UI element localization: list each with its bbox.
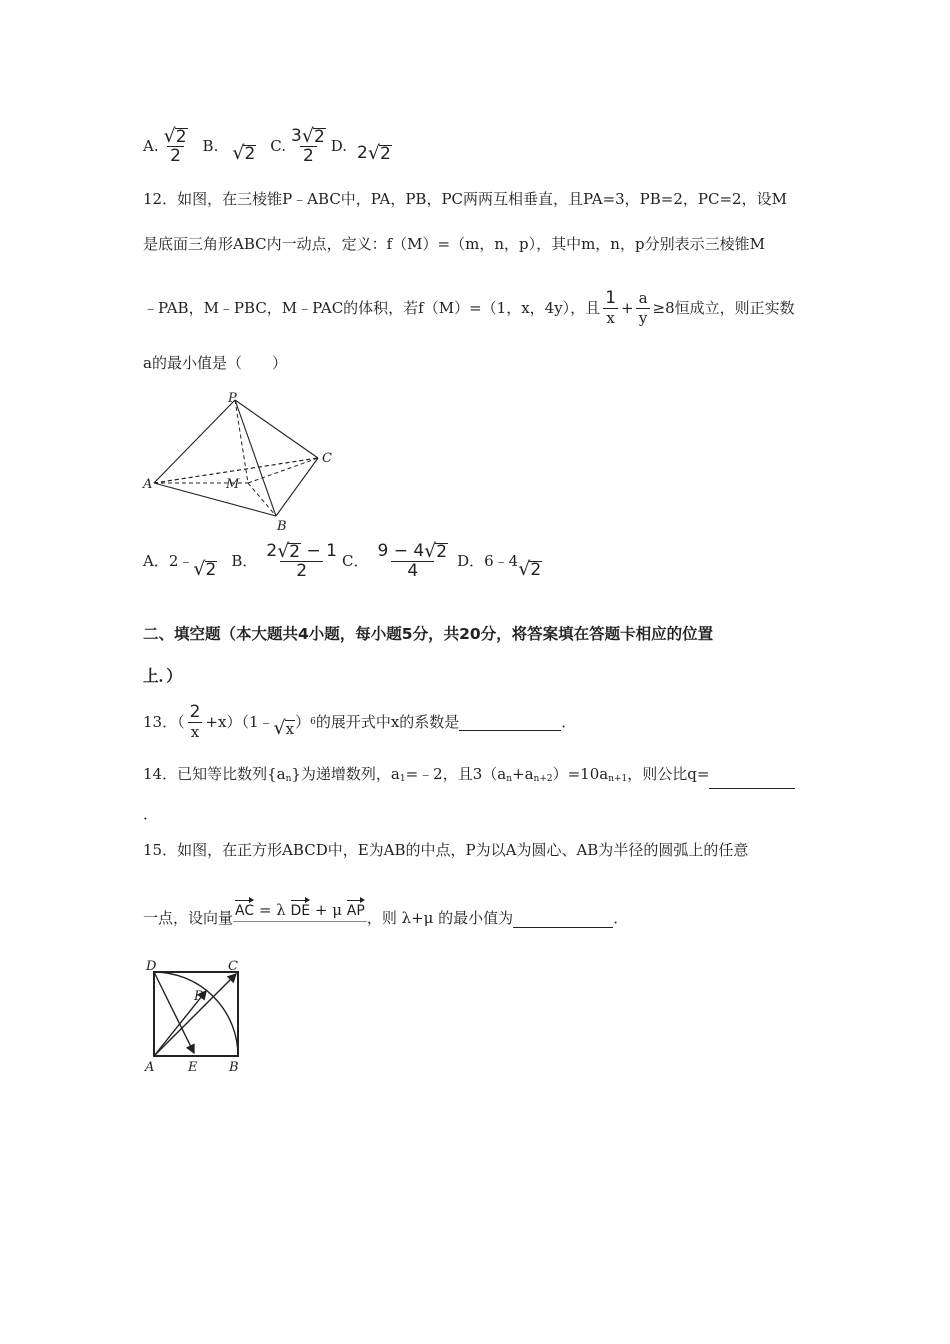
label-p: P — [228, 391, 237, 406]
q11-option-d-radical: √ 2 — [367, 142, 391, 164]
label-b: B — [229, 1060, 239, 1075]
q13-answer-blank — [459, 714, 561, 731]
label-a: A — [145, 1060, 155, 1075]
label-c: C — [322, 451, 332, 466]
q12-option-d: D．6﹣4 — [457, 552, 519, 570]
q12-option-a: A．2﹣ — [143, 552, 194, 570]
edge-mb-dashed — [248, 483, 276, 516]
vector-ac: AC — [235, 898, 254, 921]
q13-fraction-2-over-x: $\frac{2}{x}$ — [189, 701, 201, 741]
q11-option-b-label: B. — [202, 137, 219, 155]
q12-option-c-label: C． — [342, 552, 369, 570]
q12-option-d-radical: √ 2 — [518, 558, 542, 580]
q15-square-figure — [140, 958, 250, 1078]
q14-line-end: ． — [143, 805, 159, 823]
edge-ab — [154, 483, 276, 516]
q11-a-radicand: 2 — [175, 127, 187, 147]
edge-pa — [154, 400, 235, 483]
edge-mc-dashed — [248, 458, 318, 483]
q12-fraction-a-over-y: $\frac{a}{y}$ — [636, 289, 651, 328]
q11-a-denominator: 2 — [167, 146, 184, 166]
label-d: D — [146, 959, 157, 974]
q12-line-2: 是底面三角形ABC内一动点，定义：f（M）=（m，n，p），其中m，n，p分别表示三棱锥M — [143, 235, 765, 253]
q13-line: 13．（ $\frac{2}{x}$ +x）（1﹣ √ x ） 6 的展开式中x的系数是 ． — [143, 701, 577, 741]
label-b: B — [277, 519, 287, 533]
q11-option-c-label: C. — [270, 137, 286, 155]
edge-pc — [235, 400, 318, 458]
q12-line-4: a的最小值是（ ） — [143, 354, 287, 372]
q13-exponent: 6 — [310, 717, 316, 727]
label-m: M — [226, 477, 240, 492]
q14-answer-blank — [709, 772, 795, 789]
q15-answer-blank — [513, 911, 613, 928]
q11-option-d-coef: 2 — [357, 143, 368, 163]
q14-line: 14．已知等比数列$\{a_n\}$为递增数列，$a_1=﹣2$，且$3(a_n+a_{n+2})=10a_{n+1}$，则公比q= — [143, 764, 795, 789]
q12-line-3: ﹣PAB，M﹣PBC，M﹣PAC的体积，若f（M）=（1，x，4y），且 $\frac{1}{x}$ + $\frac{a}{y}$ ≥8恒成立，则正实数 — [143, 287, 795, 327]
q12-option-c-fraction: 9 − 4 √ 2 4 — [377, 540, 448, 581]
vector-ac-line — [154, 974, 236, 1056]
q11-options — [143, 122, 392, 170]
q13-sqrt-x: √ x — [273, 717, 295, 739]
q12-tetrahedron-figure — [140, 388, 350, 533]
q11-option-d-label: D. — [330, 137, 348, 155]
q12-option-b-label: B． — [231, 552, 258, 570]
vector-ap: AP — [347, 898, 365, 921]
edge-pm-dashed — [235, 400, 248, 483]
q12-fraction-1-over-x: $\frac{1}{x}$ — [605, 287, 617, 327]
q11-option-a-label: A. — [143, 137, 159, 155]
q15-vector-equation: AC = λ DE + μ AP — [233, 898, 367, 922]
q12-options — [143, 536, 542, 586]
q11-option-c-fraction: 3 √ 2 2 — [291, 125, 325, 166]
edge-bc — [276, 458, 318, 516]
q12-line-1: 12．如图，在三棱锥P﹣ABC中，PA，PB，PC两两互相垂直，且PA=3，PB=2，PC=2，设M — [143, 190, 787, 208]
section-2-heading-line-2: 上．） — [143, 667, 182, 685]
edge-pb — [235, 400, 276, 516]
section-2-heading-line-1: 二、填空题（本大题共4小题，每小题5分，共20分，将答案填在答题卡相应的位置 — [143, 625, 714, 643]
label-c: C — [228, 959, 238, 974]
q12-option-a-radical: √ 2 — [193, 558, 217, 580]
q15-line-1: 15．如图，在正方形ABCD中，E为AB的中点，P为以A为圆心、AB为半径的圆弧上的任意 — [143, 841, 749, 859]
label-p: P — [194, 989, 203, 1004]
q12-option-b-fraction: 2 √ 2 − 1 2 — [266, 540, 337, 581]
q11-option-a-fraction: √ 2 2 — [163, 125, 187, 166]
q15-line-2: 一点，设向量 AC = λ DE + μ AP ，则 λ+μ 的最小值为 ． — [143, 894, 628, 928]
label-a: A — [143, 477, 153, 492]
vector-de: DE — [291, 898, 311, 921]
label-e: E — [188, 1060, 198, 1075]
q11-option-b-radical: √ 2 — [232, 142, 256, 164]
